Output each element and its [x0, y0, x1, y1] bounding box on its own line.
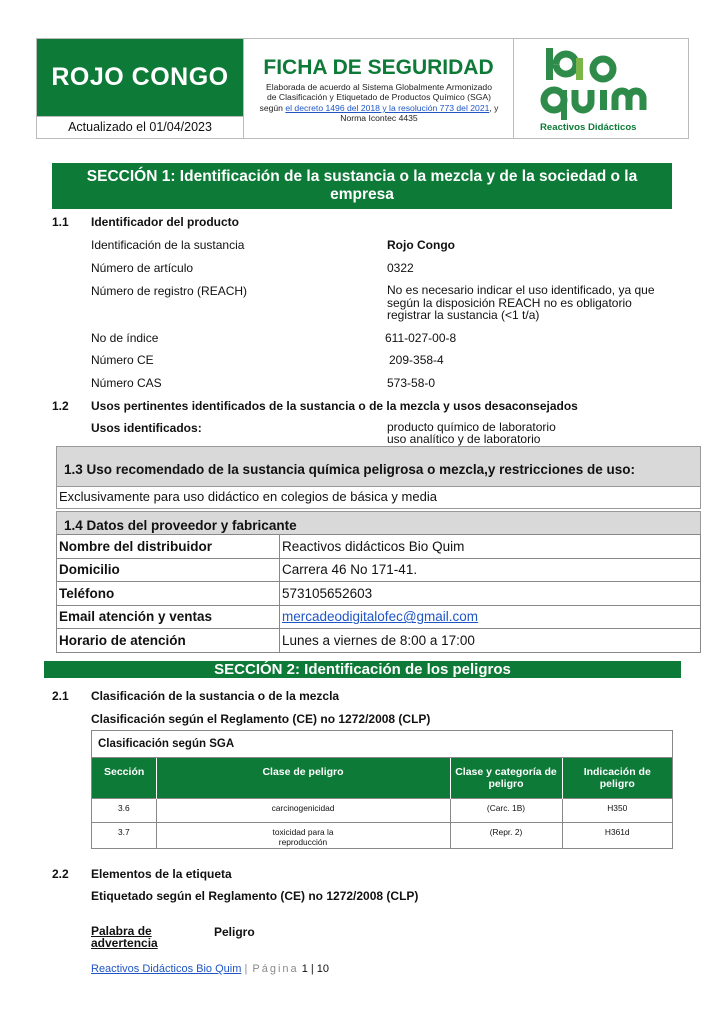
s21-subtitle: Clasificación según el Reglamento (CE) no 1272/2008 (CLP)	[91, 712, 431, 726]
header-divider	[513, 39, 514, 138]
signal-word-value: Peligro	[214, 925, 255, 939]
field-label: Identificación de la sustancia	[91, 238, 245, 252]
field-value: No es necesario indicar el uso identificado, ya que según la disposición REACH no es obligatorio registrar la sustancia (<1 t/a)	[387, 283, 655, 322]
supplier-value	[280, 605, 701, 629]
table-row	[92, 822, 672, 848]
decree-link[interactable]: el decreto 1496 del 2018 y la resolución 773 del 2021	[285, 102, 490, 113]
table-row	[57, 605, 701, 629]
supplier-label: Email atención y ventas	[57, 605, 280, 629]
sga-cell: toxicidad para la reproducción	[156, 822, 450, 848]
subtitle-line: Elaborada de acuerdo al Sistema Globalmente Armonizado	[266, 82, 492, 92]
logo-tagline: Reactivos Didácticos	[540, 122, 637, 133]
footer	[91, 963, 329, 975]
supplier-table	[56, 534, 701, 653]
sga-cell: 3.6	[92, 798, 156, 822]
updated-date: Actualizado el 01/04/2023	[68, 120, 212, 134]
doc-subtitle	[248, 82, 510, 124]
sga-cell: carcinogenicidad	[156, 798, 450, 822]
supplier-value: 573105652603	[280, 582, 701, 606]
field-value: Rojo Congo	[387, 238, 455, 252]
sga-header: Indicación de peligro	[562, 758, 672, 798]
sga-table	[91, 730, 673, 849]
logo-shape	[561, 90, 567, 120]
footer-link[interactable]: Reactivos Didácticos Bio Quim	[91, 963, 242, 975]
field-value: 611-027-00-8	[385, 331, 457, 345]
table-row	[57, 582, 701, 606]
field-value: 573-58-0	[387, 376, 436, 390]
section1-title: SECCIÓN 1: Identificación de la sustancia o la mezcla y de la sociedad o la empresa	[52, 163, 672, 209]
subtitle-line	[248, 103, 510, 124]
sga-header: Clase de peligro	[156, 758, 450, 798]
sga-header-row	[92, 758, 672, 798]
sga-cell: H350	[562, 798, 672, 822]
field-value: 0322	[387, 261, 414, 275]
s13-text: Exclusivamente para uso didáctico en colegios de básica y media	[56, 487, 701, 509]
field-label: No de índice	[91, 331, 159, 345]
uses-line: producto químico de laboratorio	[387, 420, 556, 434]
logo-shape	[576, 58, 583, 80]
header-divider	[243, 39, 244, 138]
s13-title: 1.3 Uso recomendado de la sustancia química peligrosa o mezcla,y restricciones de uso:	[56, 446, 701, 487]
logo-shape	[575, 90, 591, 110]
supplier-label: Teléfono	[57, 582, 280, 606]
uses-value	[387, 421, 556, 445]
logo-shape	[600, 90, 607, 110]
subtitle-line: de Clasificación y Etiquetado de Productos Químico (SGA)	[266, 92, 492, 103]
supplier-label: Horario de atención	[57, 629, 280, 653]
s12-title: Usos pertinentes identificados de la sustancia o de la mezcla y usos desaconsejados	[91, 399, 578, 413]
logo-shape	[615, 91, 643, 110]
s11-number: 1.1	[52, 215, 69, 229]
email-link[interactable]: mercadeodigitalofec@gmail.com	[282, 609, 479, 625]
signal-word-label: Palabra de advertencia	[91, 924, 158, 950]
s14-title: 1.4 Datos del proveedor y fabricante	[56, 511, 701, 535]
s21-title: Clasificación de la sustancia o de la mezcla	[91, 689, 340, 703]
logo-shape	[593, 59, 613, 79]
page-word: Página	[252, 963, 299, 975]
supplier-value: Carrera 46 No 171-41.	[280, 558, 701, 582]
uses-line: uso analítico y de laboratorio	[387, 432, 541, 446]
sga-caption: Clasificación según SGA	[92, 731, 672, 758]
section2-title: SECCIÓN 2: Identificación de los peligros	[44, 661, 681, 678]
subtitle-prefix: según	[259, 102, 283, 113]
supplier-value: Reactivos didácticos Bio Quim	[280, 535, 701, 559]
table-row	[57, 629, 701, 653]
s22-number: 2.2	[52, 867, 69, 881]
field-label: Número de artículo	[91, 261, 194, 275]
table-row	[57, 558, 701, 582]
s22-subtitle: Etiquetado según el Reglamento (CE) no 1272/2008 (CLP)	[91, 889, 419, 903]
sga-cell: H361d	[562, 822, 672, 848]
sga-cell: (Carc. 1B)	[450, 798, 562, 822]
s12-number: 1.2	[52, 399, 69, 413]
field-label: Número CE	[91, 353, 154, 367]
field-label: Número CAS	[91, 376, 162, 390]
s11-title: Identificador del producto	[91, 215, 240, 229]
sga-cell: (Repr. 2)	[450, 822, 562, 848]
doc-title: FICHA DE SEGURIDAD	[263, 56, 494, 79]
field-label: Número de registro (REACH)	[91, 284, 248, 298]
uses-label: Usos identificados:	[91, 421, 202, 435]
s22-title: Elementos de la etiqueta	[91, 867, 232, 881]
sga-cell: 3.7	[92, 822, 156, 848]
footer-separator: |	[244, 963, 250, 975]
supplier-label: Domicilio	[57, 558, 280, 582]
s21-number: 2.1	[52, 689, 69, 703]
header-divider	[37, 116, 243, 117]
product-title: ROJO CONGO	[37, 39, 243, 116]
logo-shape	[556, 54, 576, 74]
table-row	[92, 798, 672, 822]
field-value: 209-358-4	[389, 353, 444, 367]
supplier-label: Nombre del distribuidor	[57, 535, 280, 559]
sga-grid	[92, 758, 672, 848]
table-row	[57, 535, 701, 559]
page-number: 1 | 10	[301, 963, 330, 975]
subtitle-suffix: , y Norma Icontec 4435	[340, 102, 499, 124]
sga-header: Clase y categoría de peligro	[450, 758, 562, 798]
supplier-value: Lunes a viernes de 8:00 a 17:00	[280, 629, 701, 653]
sga-header: Sección	[92, 758, 156, 798]
logo-shape	[546, 48, 553, 80]
